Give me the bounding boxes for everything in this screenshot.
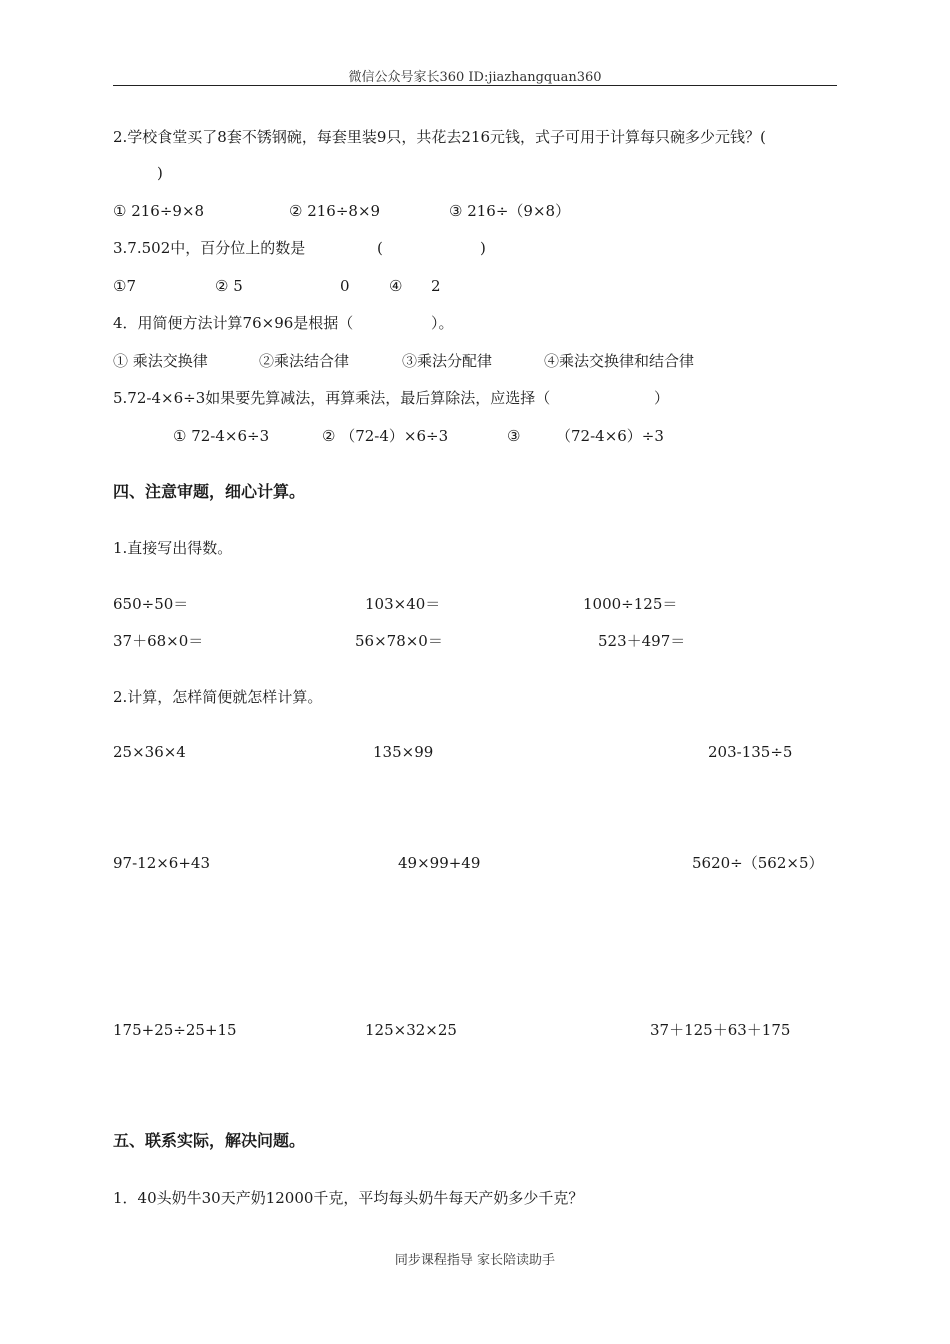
question-5-option-2: ② （72-4）×6÷3: [322, 427, 449, 445]
question-4-text: 4．用简便方法计算76×96是根据（: [113, 314, 354, 332]
question-5-text: 5.72-4×6÷3如果要先算减法，再算乘法，最后算除法，应选择（: [113, 389, 551, 407]
header-divider: [113, 85, 837, 86]
question-3-option-1: ①7: [113, 277, 136, 295]
mental-math-item: 37＋68×0＝: [113, 632, 204, 650]
calculation-item: 5620÷（562×5）: [692, 854, 824, 872]
question-3-option-3: 0: [340, 277, 350, 295]
page-header: 微信公众号家长360 ID:jiazhangquan360: [348, 70, 602, 85]
mental-math-item: 1000÷125＝: [583, 595, 678, 613]
calculation-item: 97-12×6+43: [113, 854, 211, 872]
question-4-option-4: ④乘法交换律和结合律: [544, 352, 695, 370]
section-4-part-2-label: 2.计算，怎样简便就怎样计算。: [113, 688, 323, 706]
question-2-option-3: ③ 216÷（9×8）: [449, 202, 571, 220]
calculation-item: 25×36×4: [113, 743, 186, 761]
question-4-paren-close: ）。: [431, 314, 454, 332]
question-5-option-3-marker: ③: [507, 427, 521, 445]
section-5-title: 五、联系实际，解决问题。: [113, 1131, 306, 1150]
mental-math-item: 56×78×0＝: [355, 632, 443, 650]
section-4-title: 四、注意审题，细心计算。: [113, 482, 306, 501]
question-2-option-2: ② 216÷8×9: [289, 202, 381, 220]
section-4-part-1-label: 1.直接写出得数。: [113, 539, 233, 557]
calculation-item: 37＋125＋63＋175: [650, 1021, 791, 1039]
question-5-option-3: （72-4×6）÷3: [556, 427, 664, 445]
calculation-item: 135×99: [373, 743, 434, 761]
question-2-paren-close: ): [157, 164, 163, 182]
question-3-option-4: 2: [431, 277, 441, 295]
question-3-option-4-marker: ④: [389, 277, 403, 295]
calculation-item: 175+25÷25+15: [113, 1021, 237, 1039]
question-4-option-2: ②乘法结合律: [259, 352, 350, 370]
question-4-option-3: ③乘法分配律: [402, 352, 493, 370]
calculation-item: 49×99+49: [398, 854, 481, 872]
question-5-option-1: ① 72-4×6÷3: [173, 427, 270, 445]
question-5-paren-close: ）: [654, 389, 670, 407]
mental-math-item: 523＋497＝: [598, 632, 686, 650]
question-3-paren-open: (: [377, 239, 383, 257]
mental-math-item: 103×40＝: [365, 595, 441, 613]
question-3-option-2: ② 5: [215, 277, 243, 295]
question-2-text: 2.学校食堂买了8套不锈钢碗，每套里装9只，共花去216元钱，式子可用于计算每只碗多少元钱？(: [113, 128, 766, 146]
word-problem-1: 1．40头奶牛30天产奶12000千克，平均每头奶牛每天产奶多少千克？: [113, 1189, 584, 1207]
calculation-item: 125×32×25: [365, 1021, 457, 1039]
question-3-paren-close: ): [480, 239, 486, 257]
page-footer: 同步课程指导 家长陪读助手: [394, 1253, 556, 1268]
question-2-option-1: ① 216÷9×8: [113, 202, 205, 220]
mental-math-item: 650÷50＝: [113, 595, 189, 613]
calculation-item: 203-135÷5: [708, 743, 793, 761]
question-3-text: 3.7.502中，百分位上的数是: [113, 239, 306, 257]
question-4-option-1: ① 乘法交换律: [113, 352, 208, 370]
